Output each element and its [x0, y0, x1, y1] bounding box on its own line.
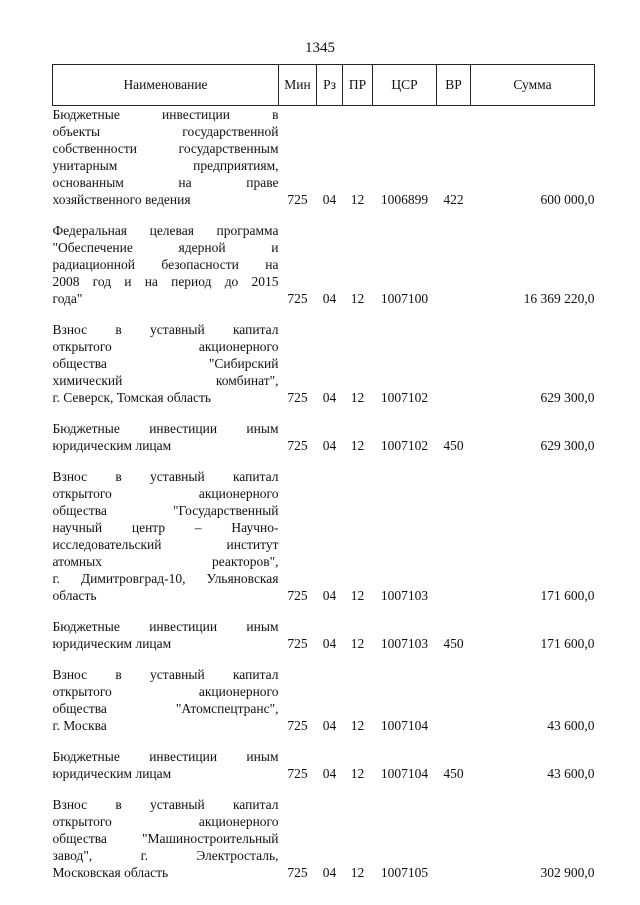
- row-rz: 04: [322, 865, 337, 880]
- row-name-line: собственности государственным: [52, 141, 279, 156]
- row-pr: 12: [350, 636, 365, 651]
- row-name-line: Бюджетные инвестиции иным: [52, 619, 279, 634]
- row-sum: 302 900,0: [540, 865, 595, 880]
- row-sum: 43 600,0: [547, 766, 595, 781]
- row-name-line: открытого акционерного: [52, 684, 279, 699]
- row-name: [53, 462, 279, 612]
- row-name-line: завод", г. Электросталь,: [52, 848, 279, 863]
- col-header-vr: ВР: [437, 65, 471, 106]
- row-rz: 04: [322, 636, 337, 651]
- row-pr: 12: [350, 718, 365, 733]
- table-row: [53, 660, 595, 742]
- table-header-row: [53, 65, 595, 106]
- row-name-line: Московская область: [52, 865, 169, 880]
- row-vr: [437, 660, 471, 742]
- row-name-line: Бюджетные инвестиции в: [52, 107, 279, 122]
- row-name-line: 2008 год и на период до 2015: [52, 274, 279, 289]
- row-sum: 43 600,0: [547, 718, 595, 733]
- table-row: [53, 414, 595, 462]
- row-min: 725: [287, 718, 308, 733]
- row-csr: 1007103: [380, 588, 429, 603]
- row-sum: 600 000,0: [540, 192, 595, 207]
- row-name-line: радиационной безопасности на: [52, 257, 279, 272]
- table-row: [53, 315, 595, 414]
- row-name-line: юридическим лицам: [52, 766, 172, 781]
- row-rz: 04: [322, 588, 337, 603]
- col-header-rz: Рз: [317, 65, 343, 106]
- row-min: 725: [287, 192, 308, 207]
- row-name: [53, 612, 279, 660]
- row-min: 725: [287, 390, 308, 405]
- row-name-line: научный центр – Научно-: [52, 520, 279, 535]
- col-header-name: Наименование: [53, 65, 279, 106]
- row-pr: 12: [350, 390, 365, 405]
- table-row: [53, 216, 595, 315]
- row-pr: 12: [350, 438, 365, 453]
- table-row: [53, 462, 595, 612]
- row-name-line: открытого акционерного: [52, 814, 279, 829]
- row-name-line: общества "Атомспецтранс",: [52, 701, 279, 716]
- row-min: 725: [287, 636, 308, 651]
- row-name-line: Федеральная целевая программа: [52, 223, 279, 238]
- row-name-line: Взнос в уставный капитал: [52, 469, 279, 484]
- row-csr: 1007102: [380, 390, 429, 405]
- row-pr: 12: [350, 588, 365, 603]
- row-name: [53, 742, 279, 790]
- row-name-line: Бюджетные инвестиции иным: [52, 421, 279, 436]
- row-rz: 04: [322, 390, 337, 405]
- page-number: 1345: [305, 40, 335, 56]
- row-csr: 1007102: [380, 438, 429, 453]
- row-sum: 629 300,0: [540, 390, 595, 405]
- row-csr: 1007103: [380, 636, 429, 651]
- row-name-line: "Обеспечение ядерной и: [52, 240, 279, 255]
- row-name-line: общества "Сибирский: [52, 356, 279, 371]
- col-header-csr: ЦСР: [373, 65, 437, 106]
- row-csr: 1007105: [380, 865, 429, 880]
- row-min: 725: [287, 766, 308, 781]
- row-name-line: атомных реакторов",: [52, 554, 279, 569]
- row-rz: 04: [322, 192, 337, 207]
- row-vr: 450: [443, 766, 464, 781]
- row-name-line: юридическим лицам: [52, 636, 172, 651]
- row-name-line: общества "Машиностроительный: [52, 831, 279, 846]
- row-csr: 1007104: [380, 766, 429, 781]
- row-name-line: хозяйственного ведения: [52, 192, 191, 207]
- row-name: [53, 660, 279, 742]
- row-name-line: общества "Государственный: [52, 503, 279, 518]
- row-rz: 04: [322, 766, 337, 781]
- row-sum: 171 600,0: [540, 588, 595, 603]
- row-name-line: область: [52, 588, 97, 603]
- row-name-line: объекты государственной: [52, 124, 279, 139]
- row-name-line: Бюджетные инвестиции иным: [52, 749, 279, 764]
- row-min: 725: [287, 291, 308, 306]
- row-rz: 04: [322, 438, 337, 453]
- row-sum: 629 300,0: [540, 438, 595, 453]
- row-pr: 12: [350, 291, 365, 306]
- row-name-line: Взнос в уставный капитал: [52, 322, 279, 337]
- budget-table: [52, 64, 595, 889]
- table-row: [53, 790, 595, 889]
- row-name-line: химический комбинат",: [52, 373, 279, 388]
- row-min: 725: [287, 438, 308, 453]
- row-min: 725: [287, 588, 308, 603]
- row-rz: 04: [322, 718, 337, 733]
- row-name-line: унитарным предприятиям,: [52, 158, 279, 173]
- row-vr: 422: [443, 192, 464, 207]
- row-sum: 16 369 220,0: [523, 291, 595, 306]
- row-name: [53, 315, 279, 414]
- table-row: [53, 106, 595, 217]
- row-name-line: Взнос в уставный капитал: [52, 797, 279, 812]
- row-vr: 450: [443, 438, 464, 453]
- row-vr: 450: [443, 636, 464, 651]
- row-name: [53, 790, 279, 889]
- row-name: [53, 216, 279, 315]
- col-header-pr: ПР: [343, 65, 373, 106]
- row-name-line: исследовательский институт: [52, 537, 279, 552]
- row-name: [53, 106, 279, 217]
- row-name-line: г. Димитровград-10, Ульяновская: [52, 571, 279, 586]
- row-name-line: г. Северск, Томская область: [52, 390, 212, 405]
- col-header-sum: Сумма: [471, 65, 595, 106]
- table-body: [53, 106, 595, 890]
- row-csr: 1007104: [380, 718, 429, 733]
- row-name: [53, 414, 279, 462]
- row-vr: [437, 315, 471, 414]
- row-name-line: основанным на праве: [52, 175, 279, 190]
- row-min: 725: [287, 865, 308, 880]
- row-name-line: открытого акционерного: [52, 339, 279, 354]
- row-name-line: Взнос в уставный капитал: [52, 667, 279, 682]
- table-row: [53, 742, 595, 790]
- row-name-line: юридическим лицам: [52, 438, 172, 453]
- row-vr: [437, 462, 471, 612]
- table-row: [53, 612, 595, 660]
- row-pr: 12: [350, 192, 365, 207]
- row-vr: [437, 790, 471, 889]
- row-pr: 12: [350, 766, 365, 781]
- row-csr: 1007100: [380, 291, 429, 306]
- row-pr: 12: [350, 865, 365, 880]
- row-vr: [437, 216, 471, 315]
- col-header-min: Мин: [279, 65, 317, 106]
- row-name-line: открытого акционерного: [52, 486, 279, 501]
- row-name-line: года": [52, 291, 83, 306]
- row-csr: 1006899: [380, 192, 429, 207]
- row-rz: 04: [322, 291, 337, 306]
- row-sum: 171 600,0: [540, 636, 595, 651]
- row-name-line: г. Москва: [52, 718, 107, 733]
